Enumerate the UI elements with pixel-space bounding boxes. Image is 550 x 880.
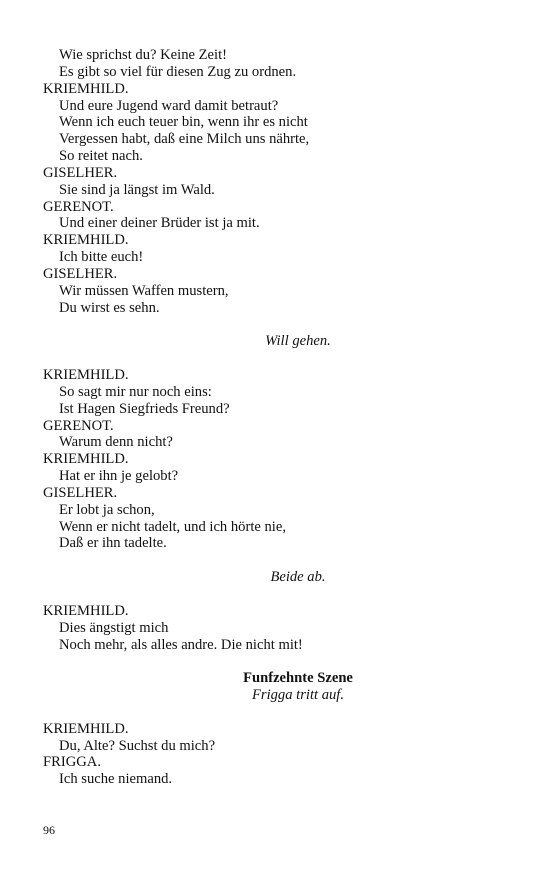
speaker-name: KRIEMHILD.	[43, 367, 129, 384]
speaker-name: KRIEMHILD.	[43, 720, 129, 737]
speaker-name: GERENOT.	[43, 198, 114, 215]
scene-title: Funfzehnte Szene	[243, 670, 353, 687]
page-number: 96	[43, 823, 55, 837]
speaker-name: KRIEMHILD.	[43, 451, 129, 468]
blank-line	[43, 552, 513, 569]
verse-line: Ist Hagen Siegfrieds Freund?	[59, 400, 230, 417]
verse-line: Du, Alte? Suchst du mich?	[59, 737, 216, 754]
verse-line: Wir müssen Waffen mustern,	[59, 282, 229, 299]
speaker-name: GERENOT.	[43, 417, 114, 434]
blank-line	[43, 704, 513, 721]
verse-line: Ich suche niemand.	[59, 771, 173, 788]
verse-line: Wenn er nicht tadelt, und ich hörte nie,	[59, 518, 286, 535]
blank-line	[43, 317, 513, 334]
verse-line: Und einer deiner Brüder ist ja mit.	[59, 215, 260, 232]
blank-line	[43, 586, 513, 603]
speaker-name: GISELHER.	[43, 265, 118, 282]
blank-line	[43, 350, 513, 367]
verse-line: Wie sprichst du? Keine Zeit!	[59, 47, 227, 63]
verse-line: Warum denn nicht?	[59, 434, 173, 451]
verse-line: Ich bitte euch!	[59, 249, 144, 266]
blank-line	[43, 653, 513, 670]
verse-line: Wenn ich euch teuer bin, wenn ihr es nicht	[59, 114, 308, 131]
stage-direction: Beide ab.	[270, 569, 326, 586]
verse-line: Daß er ihn tadelte.	[59, 535, 167, 552]
verse-line: Noch mehr, als alles andre. Die nicht mit!	[59, 636, 303, 653]
speaker-name: FRIGGA.	[43, 754, 101, 771]
stage-direction: Will gehen.	[265, 333, 331, 350]
verse-line: Sie sind ja längst im Wald.	[59, 181, 215, 198]
speaker-name: KRIEMHILD.	[43, 80, 129, 97]
verse-line: So reitet nach.	[59, 148, 143, 165]
stage-direction: Frigga tritt auf.	[251, 687, 345, 704]
verse-line: Vergessen habt, daß eine Milch uns nährte,	[59, 131, 310, 148]
drama-text	[43, 47, 513, 788]
verse-line: Du wirst es sehn.	[59, 299, 160, 316]
speaker-name: KRIEMHILD.	[43, 602, 129, 619]
verse-line: Hat er ihn je gelobt?	[59, 468, 179, 485]
verse-line: Und eure Jugend ward damit betraut?	[59, 97, 279, 114]
verse-line: Es gibt so viel für diesen Zug zu ordnen.	[59, 63, 297, 80]
verse-line: So sagt mir nur noch eins:	[59, 383, 212, 400]
verse-line: Er lobt ja schon,	[59, 501, 155, 518]
speaker-name: GISELHER.	[43, 164, 118, 181]
speaker-name: GISELHER.	[43, 484, 118, 501]
verse-line: Dies ängstigt mich	[59, 619, 169, 636]
speaker-name: KRIEMHILD.	[43, 232, 129, 249]
